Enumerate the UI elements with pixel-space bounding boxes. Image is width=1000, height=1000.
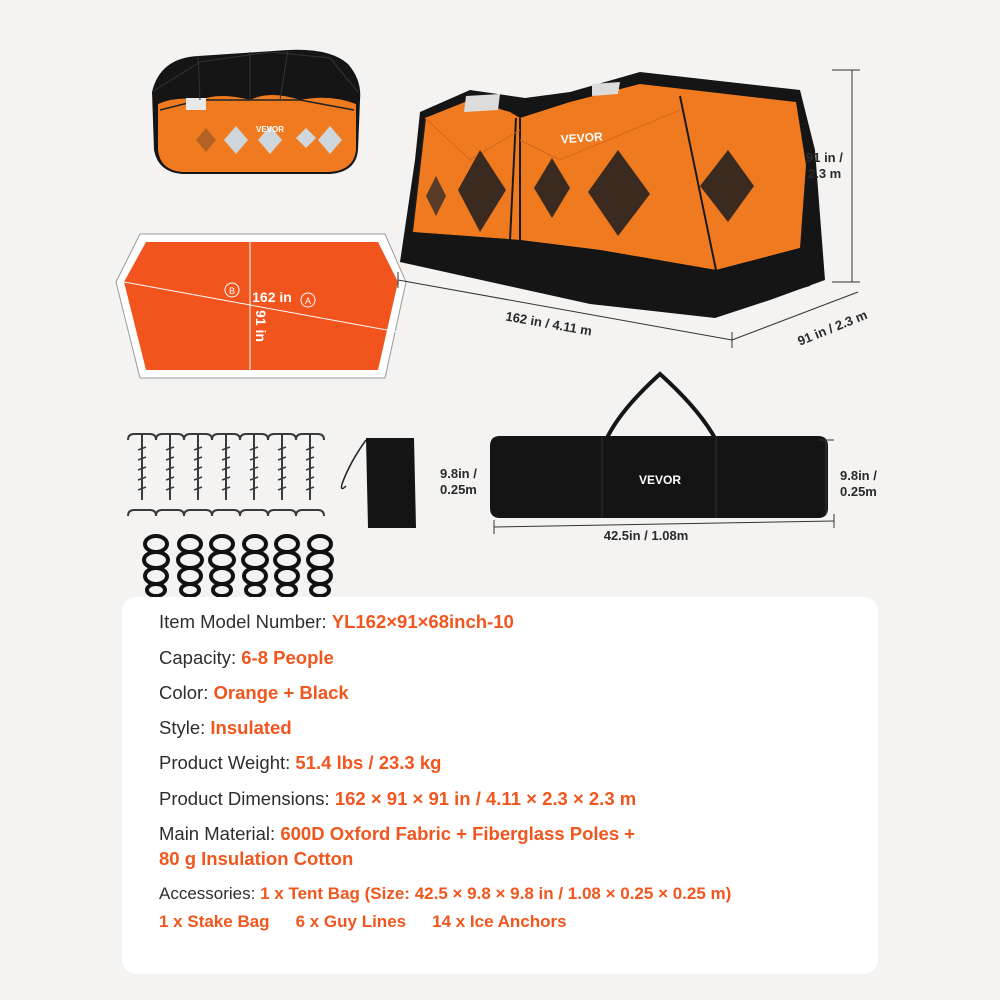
- spec-accessory-stake-bag: 1 x Stake Bag: [159, 912, 270, 931]
- spec-color-label: Color:: [159, 682, 214, 703]
- tent-top-view: [152, 50, 360, 174]
- tent-bag-logo: VEVOR: [638, 473, 682, 487]
- tent-side-view: [400, 72, 825, 318]
- spec-accessories: [159, 883, 731, 905]
- guy-lines: [144, 536, 332, 596]
- specifications-card: [122, 597, 878, 974]
- bag-length-label: 42.5in / 1.08m: [603, 528, 689, 543]
- spec-capacity-label: Capacity:: [159, 647, 242, 668]
- tent-side-logo: VEVOR: [560, 129, 604, 147]
- spec-capacity: [159, 647, 334, 669]
- tent-top-logo: VEVOR: [255, 125, 285, 134]
- spec-color: [159, 682, 349, 704]
- spec-accessory-tent-bag: 1 x Tent Bag (Size: 42.5 × 9.8 × 9.8 in / 1.08 × 0.25 × 0.25 m): [260, 884, 732, 903]
- spec-material-label: Main Material:: [159, 823, 281, 844]
- spec-model-value: YL162×91×68inch-10: [331, 611, 514, 632]
- tent-bag: [490, 374, 828, 518]
- spec-style: [159, 717, 292, 739]
- spec-accessory-guy-lines: 6 x Guy Lines: [295, 912, 407, 931]
- floor-length-label: 162 in: [252, 289, 292, 305]
- floor-plan: [116, 234, 406, 378]
- spec-material-value-line1: 600D Oxford Fabric + Fiberglass Poles +: [280, 823, 636, 844]
- spec-material-value-line2: 80 g Insulation Cotton: [159, 848, 354, 869]
- stake-bag: [342, 438, 417, 528]
- spec-accessories-continued: [159, 911, 567, 933]
- tent-height-label-line1: 91 in /: [806, 150, 843, 165]
- bag-height-left-line1: 9.8in /: [440, 466, 477, 481]
- spec-weight: [159, 752, 441, 774]
- bag-height-right-line1: 9.8in /: [840, 468, 877, 483]
- tent-height-label-line2: 2.3 m: [808, 166, 842, 181]
- floor-marker-a: A: [304, 296, 312, 306]
- spec-model: [159, 611, 514, 633]
- tent-length-label: 162 in / 4.11 m: [504, 308, 594, 339]
- spec-material-continued: [159, 848, 353, 870]
- bag-height-right-line2: 0.25m: [840, 484, 877, 499]
- spec-accessory-anchors: 14 x Ice Anchors: [432, 912, 567, 931]
- spec-style-label: Style:: [159, 717, 211, 738]
- spec-capacity-value: 6-8 People: [241, 647, 334, 668]
- spec-weight-label: Product Weight:: [159, 752, 296, 773]
- ice-anchors: [128, 434, 324, 516]
- spec-weight-value: 51.4 lbs / 23.3 kg: [295, 752, 442, 773]
- spec-dimensions: [159, 788, 636, 810]
- spec-color-value: Orange + Black: [213, 682, 349, 703]
- spec-dimensions-label: Product Dimensions:: [159, 788, 335, 809]
- spec-material: [159, 823, 635, 845]
- spec-accessories-label: Accessories:: [159, 884, 261, 903]
- spec-style-value: Insulated: [210, 717, 292, 738]
- spec-dimensions-value: 162 × 91 × 91 in / 4.11 × 2.3 × 2.3 m: [334, 788, 637, 809]
- bag-height-left-line2: 0.25m: [440, 482, 477, 497]
- tent-width-label: 91 in / 2.3 m: [795, 307, 870, 349]
- floor-width-label: 91 in: [253, 310, 269, 342]
- floor-marker-b: B: [228, 286, 236, 296]
- spec-model-label: Item Model Number:: [159, 611, 332, 632]
